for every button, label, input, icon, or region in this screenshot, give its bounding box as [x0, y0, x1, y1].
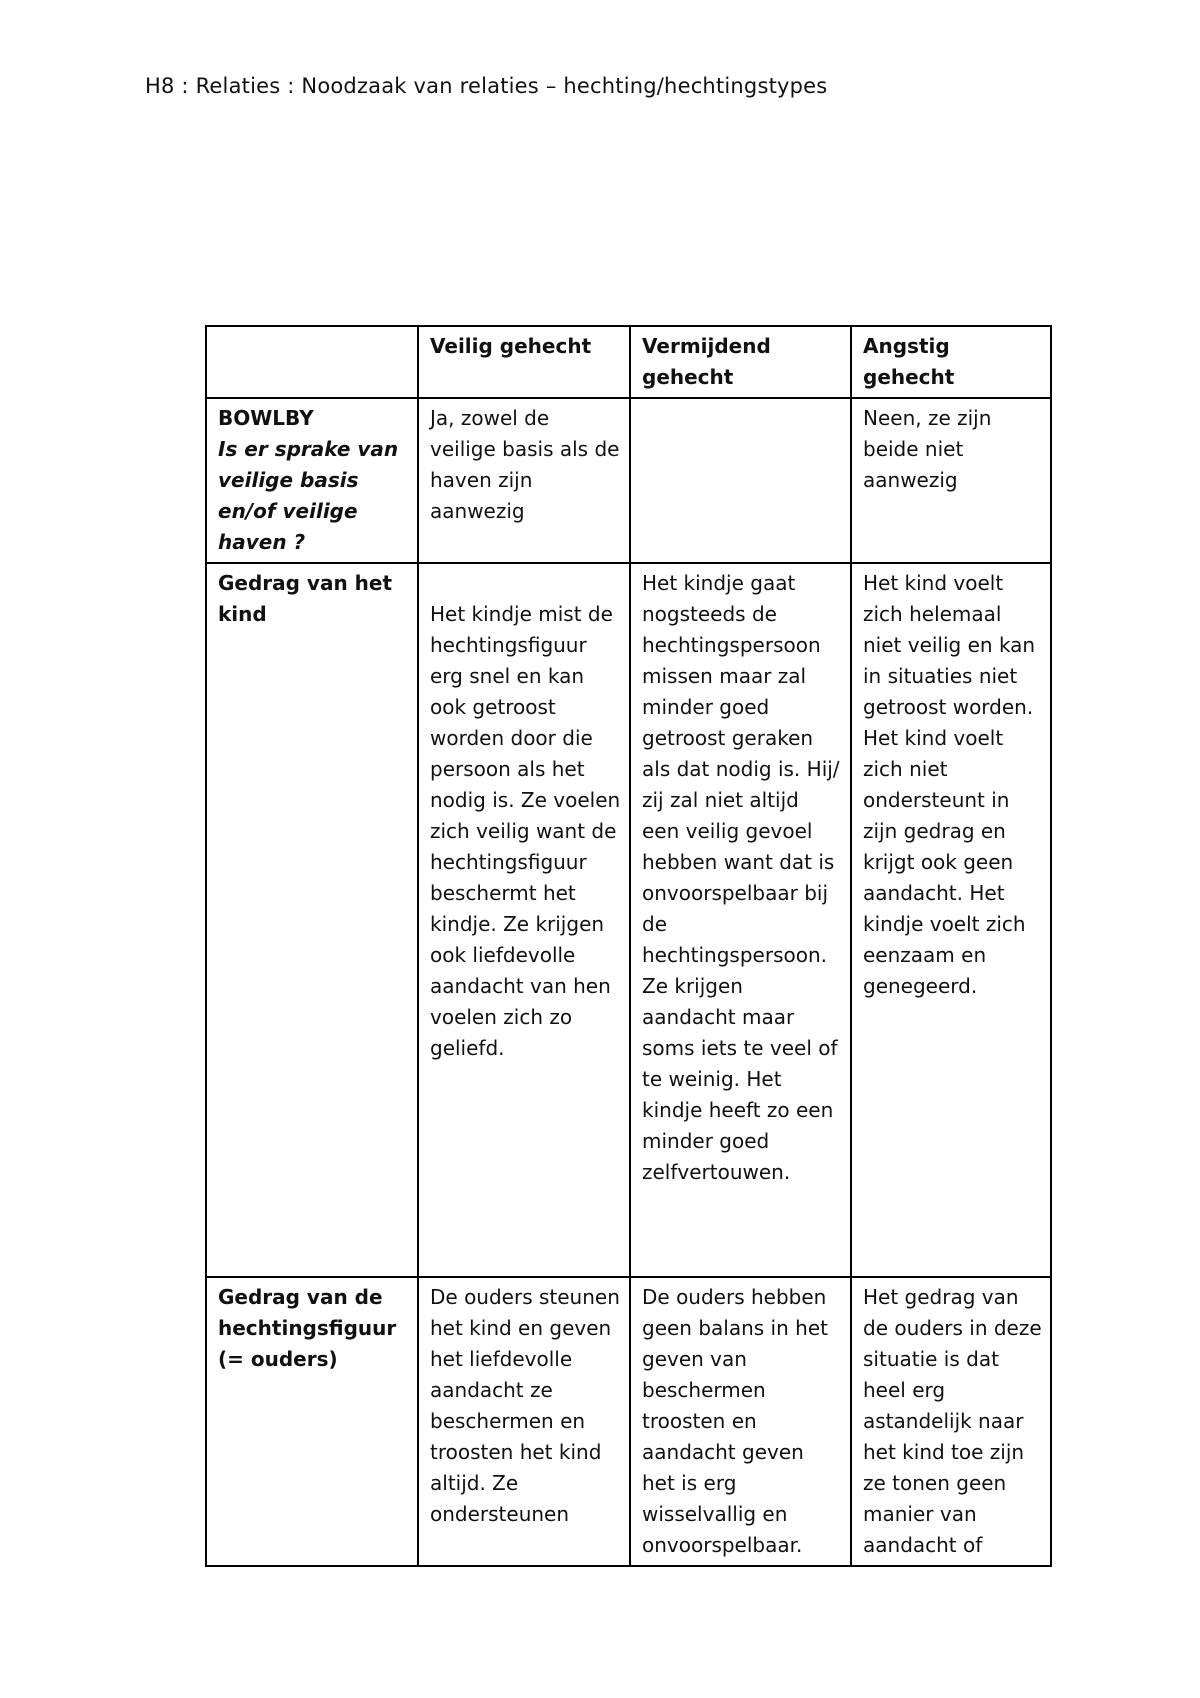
cell-ouders-veilig: De ouders steunen het kind en geven het liefdevolle aandacht ze beschermen en troosten het kind altijd. Ze ondersteunen: [418, 1277, 630, 1566]
cell-kind-veilig: [418, 563, 630, 1277]
row-label-gedrag-ouders: [206, 1277, 418, 1566]
cell-bowlby-vermijdend: [630, 398, 851, 563]
row-label-sub: Is er sprake van veilige basis en/of veilige haven ?: [218, 437, 399, 554]
table-row-gedrag-ouders: [206, 1277, 1051, 1566]
row-label-bowlby: [206, 398, 418, 563]
header-angstig-gehecht: Angstig gehecht: [851, 326, 1051, 398]
row-label-main: BOWLBY: [218, 406, 314, 430]
header-cell-empty: [206, 326, 418, 398]
cell-ouders-angstig: Het gedrag van de ouders in deze situatie is dat heel erg astandelijk naar het kind toe zijn ze tonen geen manier van aandacht of: [851, 1277, 1051, 1566]
table-header-row: [206, 326, 1051, 398]
page-title: H8 : Relaties : Noodzaak van relaties – hechting/hechtingstypes: [145, 74, 828, 98]
cell-kind-veilig-text: Het kindje mist de hechtingsfiguur erg snel en kan ook getroost worden door die persoon als het nodig is. Ze voelen zich veilig want de hechtingsfiguur beschermt het kindje. Ze krijgen ook liefdevolle aandacht van hen voelen zich zo geliefd.: [430, 602, 621, 1060]
row-label-gedrag-kind: [206, 563, 418, 1277]
row-label-main: Gedrag van het kind: [218, 571, 393, 626]
cell-bowlby-angstig: Neen, ze zijn beide niet aanwezig: [851, 398, 1051, 563]
header-veilig-gehecht: Veilig gehecht: [418, 326, 630, 398]
row-label-main: Gedrag van de hechtingsfiguur (= ouders): [218, 1285, 397, 1371]
table-row-bowlby: [206, 398, 1051, 563]
cell-kind-angstig: Het kind voelt zich helemaal niet veilig en kan in situaties niet getroost worden. Het kind voelt zich niet ondersteunt in zijn gedrag en krijgt ook geen aandacht. Het kindje voelt zich eenzaam en genegeerd.: [851, 563, 1051, 1277]
cell-ouders-vermijdend: De ouders hebben geen balans in het geven van beschermen troosten en aandacht geven het is erg wisselvallig en onvoorspelbaar.: [630, 1277, 851, 1566]
attachment-types-table: [205, 325, 1052, 1567]
cell-bowlby-veilig: Ja, zowel de veilige basis als de haven zijn aanwezig: [418, 398, 630, 563]
cell-kind-vermijdend: Het kindje gaat nogsteeds de hechtingspersoon missen maar zal minder goed getroost geraken als dat nodig is. Hij/ zij zal niet altijd een veilig gevoel hebben want dat is onvoorspelbaar bij de hechtingspersoon. Ze krijgen aandacht maar soms iets te veel of te weinig. Het kindje heeft zo een minder goed zelfvertouwen.: [630, 563, 851, 1277]
table-row-gedrag-kind: [206, 563, 1051, 1277]
header-vermijdend-gehecht: Vermijdend gehecht: [630, 326, 851, 398]
